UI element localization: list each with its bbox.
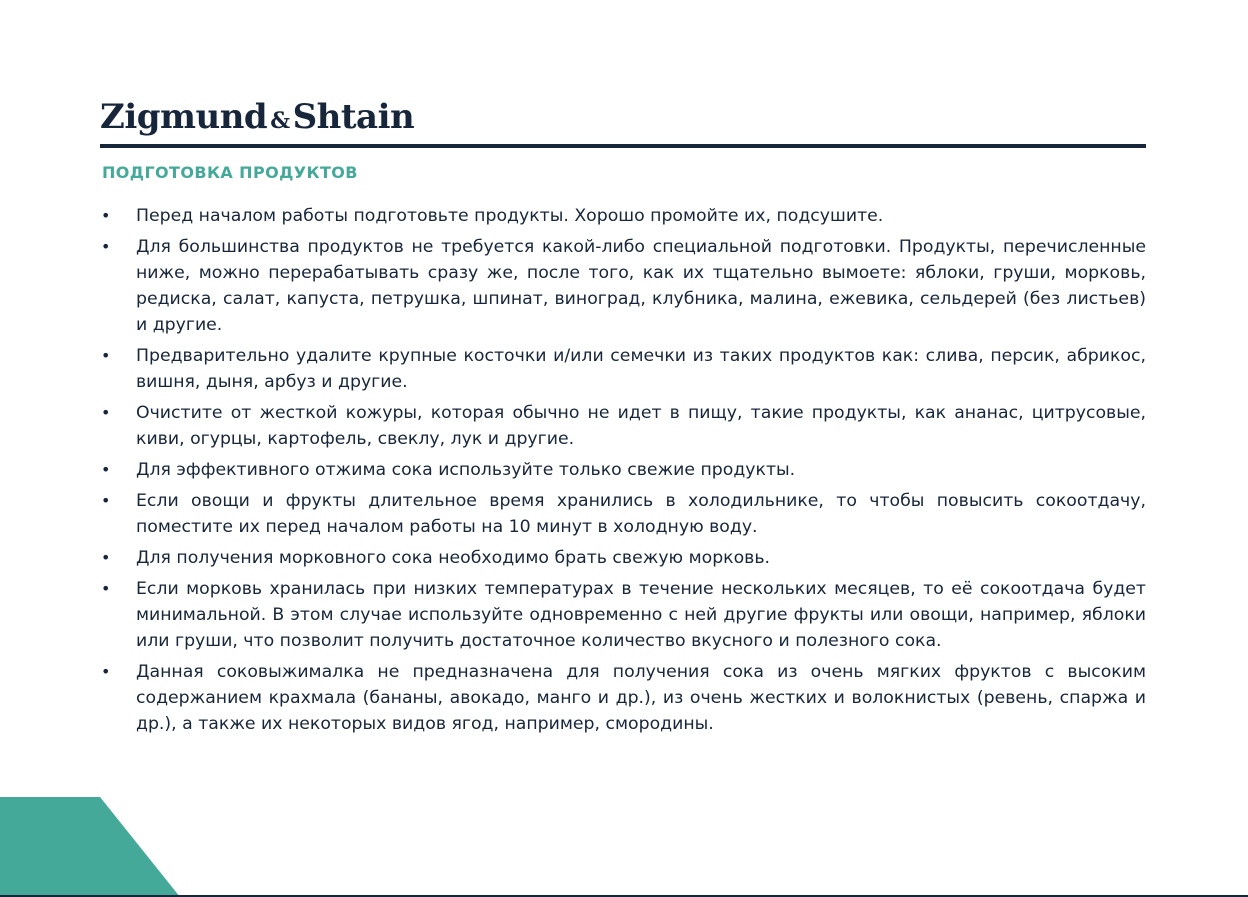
list-item-text: Если овощи и фрукты длительное время хранились в холодильнике, то чтобы повысить сокоотдачу, поместите их перед началом работы на 10 минут в холодную воду. xyxy=(136,491,1146,537)
bullet-icon: • xyxy=(101,548,111,567)
list-item xyxy=(100,576,1146,654)
logo-word-zigmund: Zigmund xyxy=(100,97,268,137)
bullet-icon: • xyxy=(101,237,111,256)
section-title: ПОДГОТОВКА ПРОДУКТОВ xyxy=(102,163,358,182)
bullet-icon: • xyxy=(101,662,111,681)
list-item-text: Для эффективного отжима сока используйте только свежие продукты. xyxy=(136,460,796,480)
list-item xyxy=(100,545,1146,571)
list-item-text: Для большинства продуктов не требуется какой-либо специальной подготовки. Продукты, перечисленные ниже, можно перерабатывать сразу же, после того, как их тщательно вымоете: яблоки, груши, морковь, редиска, салат, капуста, петрушка, шпинат, виноград, клубника, малина, ежевика, сельдерей (без листьев) и другие. xyxy=(136,237,1146,335)
bullet-icon: • xyxy=(101,491,111,510)
list-item xyxy=(100,400,1146,452)
instruction-list xyxy=(100,203,1146,742)
header-divider xyxy=(100,144,1146,148)
list-item xyxy=(100,659,1146,737)
list-item xyxy=(100,203,1146,229)
corner-decoration xyxy=(0,797,180,897)
teal-corner-shape xyxy=(0,797,180,897)
brand-logo xyxy=(100,92,414,142)
list-item-text: Очистите от жесткой кожуры, которая обычно не идет в пищу, такие продукты, как ананас, цитрусовые, киви, огурцы, картофель, свеклу, лук и другие. xyxy=(136,403,1146,449)
bullet-icon: • xyxy=(101,346,111,365)
bullet-icon: • xyxy=(101,460,111,479)
logo-word-shtain: Shtain xyxy=(292,97,415,137)
list-item-text: Для получения морковного сока необходимо брать свежую морковь. xyxy=(136,548,771,568)
bullet-icon: • xyxy=(101,206,111,225)
logo-ampersand: & xyxy=(270,108,290,134)
list-item-text: Предварительно удалите крупные косточки и/или семечки из таких продуктов как: слива, персик, абрикос, вишня, дыня, арбуз и другие. xyxy=(136,346,1146,392)
list-item xyxy=(100,488,1146,540)
list-item xyxy=(100,457,1146,483)
list-item-text: Перед началом работы подготовьте продукты. Хорошо промойте их, подсушите. xyxy=(136,206,884,226)
list-item-text: Если морковь хранилась при низких температурах в течение нескольких месяцев, то её сокоотдача будет минимальной. В этом случае используйте одновременно с ней другие фрукты или овощи, например, яблоки или груши, что позволит получить достаточное количество вкусного и полезного сока. xyxy=(136,579,1146,651)
list-item xyxy=(100,234,1146,338)
list-item-text: Данная соковыжималка не предназначена для получения сока из очень мягких фруктов с высоким содержанием крахмала (бананы, авокадо, манго и др.), из очень жестких и волокнистых (ревень, спаржа и др.), а также их некоторых видов ягод, например, смородины. xyxy=(136,662,1146,734)
bullet-icon: • xyxy=(101,403,111,422)
list-item xyxy=(100,343,1146,395)
bullet-icon: • xyxy=(101,579,111,598)
